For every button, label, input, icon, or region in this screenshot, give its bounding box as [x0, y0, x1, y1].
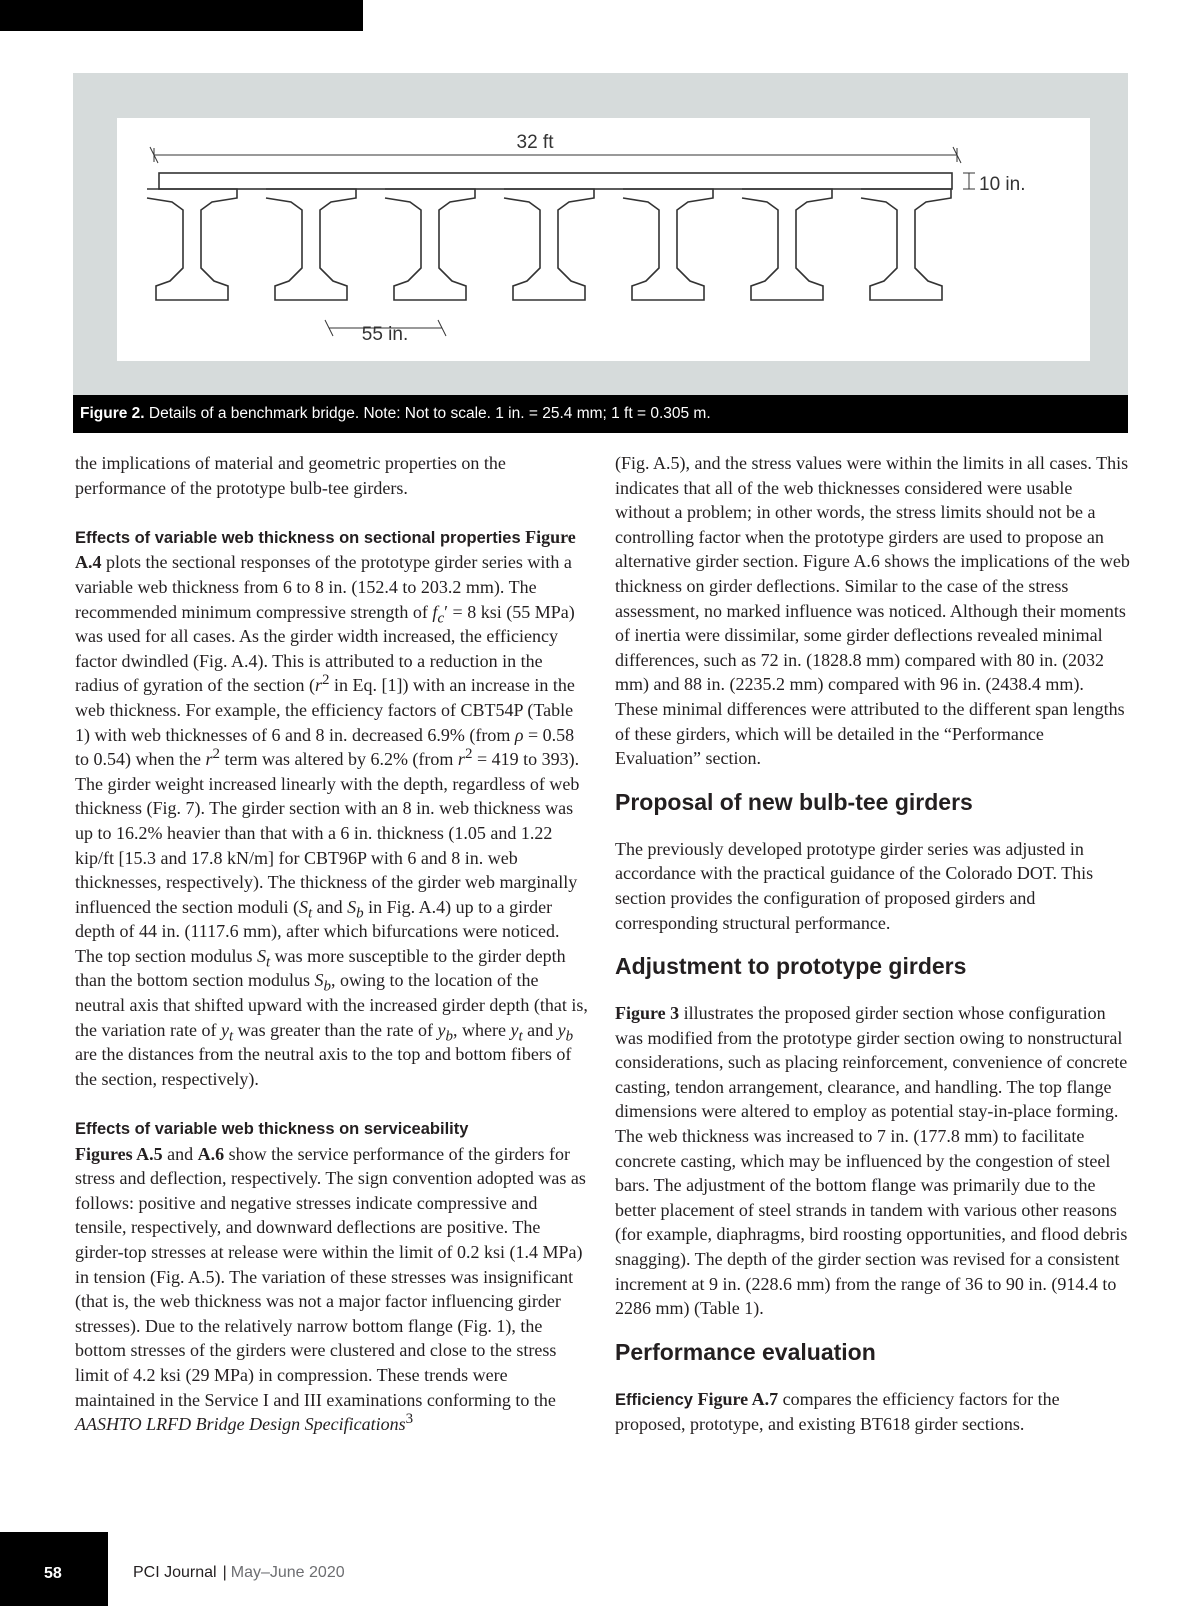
- header-bar: [0, 0, 363, 31]
- girder-section: [861, 189, 951, 300]
- right-paragraph-4: Efficiency Figure A.7 compares the efficiency factors for the proposed, prototype, and existing BT618 girder sections.: [615, 1388, 1060, 1435]
- right-paragraph-3: Figure 3 illustrates the proposed girder section whose configuration was modified from the prototype girder section owing to nonstructural considerations, such as placing reinforcement, convenience of concrete casting, tendon arrangement, clearance, and handling. The top flange dimensions were altered to employ as potential stay-in-place forming. The web thickness was increased to 7 in. (177.8 mm) to facilitate concrete casting, which may be influenced by the congestion of steel bars. The adjustment of the bottom flange was primarily due to the better placement of steel strands in tandem with various other reasons (for example, diaphragms, bird roosting opportunities, and flood debris snagging). The depth of the girder section was revised for a consistent increment at 9 in. (228.6 mm) from the range of 36 to 90 in. (914.4 to 2286 mm) (Table 1).: [615, 1003, 1128, 1319]
- footer-journal: [133, 1564, 345, 1582]
- figure-caption: [73, 395, 1128, 433]
- left-paragraph-1: the implications of material and geometric properties on the performance of the prototype bulb-tee girders.: [75, 453, 506, 498]
- girder-section: [266, 189, 356, 300]
- caption-text: Details of a benchmark bridge. Note: Not to scale. 1 in. = 25.4 mm; 1 ft = 0.305 m.: [148, 405, 711, 422]
- section-heading-adjustment: Adjustment to prototype girders: [615, 953, 967, 980]
- runin-heading-serviceability: Effects of variable web thickness on serviceability: [75, 1120, 469, 1139]
- section-heading-performance: Performance evaluation: [615, 1338, 876, 1365]
- issue-date: May–June 2020: [230, 1564, 345, 1581]
- page-number: 58: [44, 1565, 62, 1582]
- figure-2: [73, 73, 1128, 395]
- runin-heading-sectional: Effects of variable web thickness on sectional properties: [75, 528, 521, 547]
- bridge-diagram: [117, 118, 1090, 361]
- girder-section: [623, 189, 713, 300]
- span-label: 32 ft: [516, 132, 554, 153]
- runin-heading-efficiency: Efficiency: [615, 1390, 693, 1409]
- girder-section: [742, 189, 832, 300]
- section-heading-proposal: Proposal of new bulb-tee girders: [615, 788, 973, 815]
- right-paragraph-2: The previously developed prototype girder series was adjusted in accordance with the practical guidance of the Colorado DOT. This section provides the configuration of proposed girders and corresponding structural performance.: [615, 838, 1094, 933]
- left-paragraph-3: Effects of variable web thickness on serviceability Figures A.5 and A.6 show the service performance of the girders for stress and deflection, respectively. The sign convention adopted was as follows: positive and negative stresses indicate compressive and tensile, respectively, and downward deflections are positive. The girder-top stresses at release were within the limit of 0.2 ksi (1.4 MPa) in tension (Fig. A.5). The variation of these stresses was insignificant (that is, the web thickness was not a major factor influencing girder stresses). Due to the relatively narrow bottom flange (Fig. 1), the bottom stresses of the girders were clustered and close to the stress limit of 4.2 ksi (29 MPa) in compression. These trends were maintained in the Service I and III examinations conforming to the AASHTO LRFD Bridge Design Specifications$^3$: [75, 1120, 586, 1435]
- footer-separator: |: [222, 1564, 227, 1581]
- spacing-label: 55 in.: [361, 324, 409, 345]
- left-column: [75, 451, 590, 1437]
- girder-section: [385, 189, 475, 300]
- slab-label: 10 in.: [979, 174, 1026, 195]
- page-number-block: [0, 1532, 108, 1606]
- caption-label: Figure 2.: [80, 405, 145, 422]
- journal-name: PCI Journal: [133, 1564, 217, 1581]
- deck-slab: [159, 173, 952, 189]
- right-column: [615, 451, 1130, 1437]
- girder-section: [147, 189, 237, 300]
- left-paragraph-2: Effects of variable web thickness on sectional properties Figure A.4 plots the sectional responses of the prototype girder series with a variable web thickness from 6 to 8 in. (152.4 to 203.2 mm). The recommended minimum compressive strength of $f_c' = 8$ ksi (55 MPa) was used for all cases. As the girder width increased, the efficiency factor dwindled (Fig. A.4). This is attributed to a reduction in the radius of gyration of the section ($r^2$ in Eq. [1]) with an increase in the web thickness. For example, the efficiency factors of CBT54P (Table 1) with web thicknesses of 6 and 8 in. decreased 6.9% (from ρ = 0.58 to 0.54) when the $r^2$ term was altered by 6.2% (from $r^2 = 419$ to 393). The girder weight increased linearly with the depth, regardless of web thickness (Fig. 7). The girder section with an 8 in. web thickness was up to 16.2% heavier than that with a 6 in. thickness (1.05 and 1.22 kip/ft [15.3 and 17.8 kN/m] for CBT96P with 6 and 8 in. web thicknesses, respectively). The thickness of the girder web marginally influenced the section moduli ($S_t$ and $S_b$ in Fig. A.4) up to a girder depth of 44 in. (1117.6 mm), after which bifurcations were noticed. The top section modulus $S_t$ was more susceptible to the girder depth than the bottom section modulus $S_b$, owing to the location of the neutral axis that shifted upward with the increased girder depth (that is, the variation rate of $y_t$ was greater than the rate of $y_b$, where $y_t$ and $y_b$ are the distances from the neutral axis to the top and bottom fibers of the section, respectively).: [75, 526, 588, 1089]
- right-paragraph-1: (Fig. A.5), and the stress values were within the limits in all cases. This indicates that all of the web thicknesses considered were usable without a problem; in other words, the stress limits should not be a controlling factor when the prototype girders are used to propose an alternative girder section. Figure A.6 shows the implications of the web thickness on girder deflections. Similar to the case of the stress assessment, no marked influence was noticed. Although their moments of inertia were dissimilar, some girder deflections revealed minimal differences, such as 72 in. (1828.8 mm) compared with 80 in. (2032 mm) and 88 in. (2235.2 mm) compared with 96 in. (2438.4 mm). These minimal differences were attributed to the different span lengths of these girders, which will be detailed in the “Performance Evaluation” section.: [615, 453, 1130, 769]
- girder-section: [504, 189, 594, 300]
